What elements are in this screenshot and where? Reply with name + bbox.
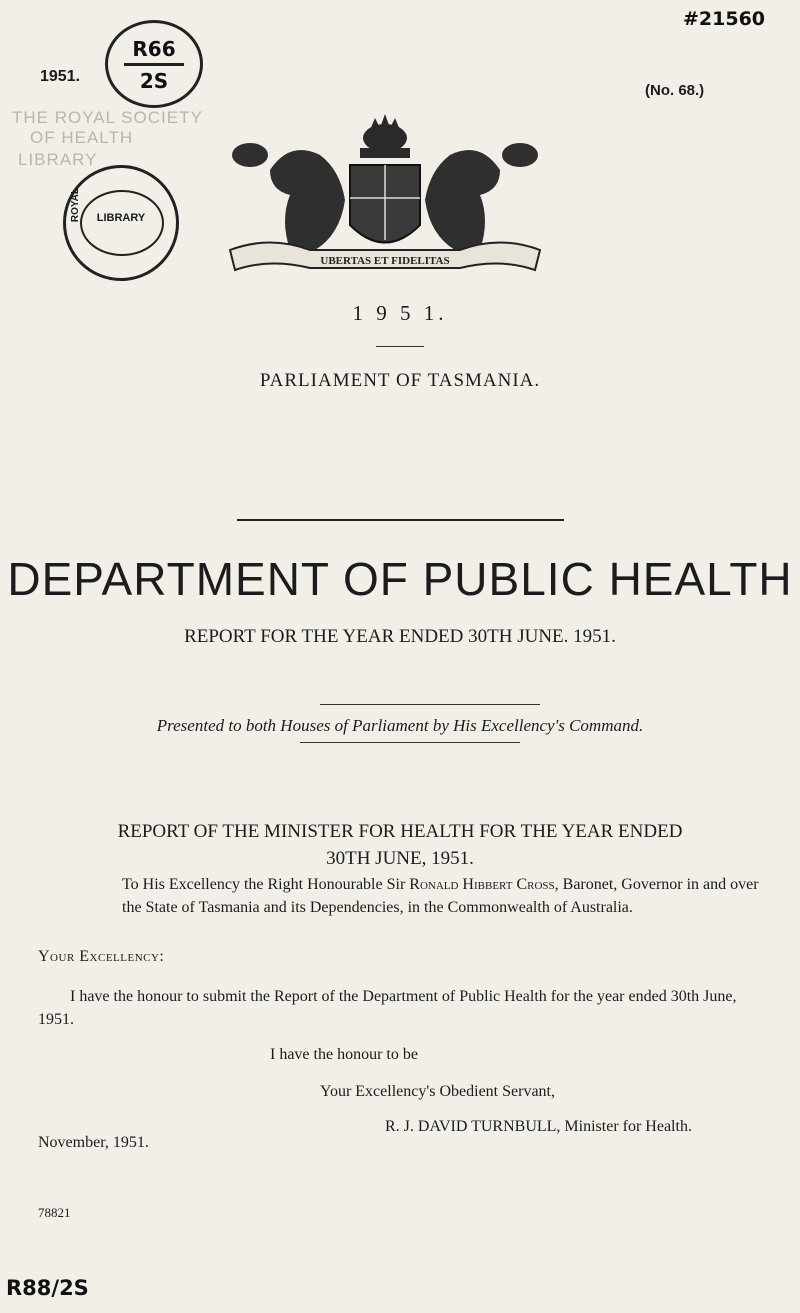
handwritten-reference-bottom: R88/2S: [6, 1276, 89, 1300]
stamp-divider: [124, 63, 184, 66]
body-paragraph: I have the honour to submit the Report of the Department of Public Health for the year ended 30th June, 1951.: [38, 988, 737, 1028]
address-paragraph: [122, 873, 762, 919]
library-seal-label: LIBRARY: [96, 212, 146, 224]
address-prefix: To His Excellency the Right Honourable Sir: [122, 876, 410, 893]
printer-number: 78821: [38, 1205, 71, 1220]
stamp-year: 1951.: [40, 68, 81, 85]
tasmania-coat-of-arms: [210, 110, 560, 285]
report-subtitle: REPORT FOR THE YEAR ENDED 30TH JUNE. 1951.: [184, 626, 616, 647]
stamp-line-1: R66: [132, 37, 176, 61]
department-title: DEPARTMENT OF PUBLIC HEALTH: [7, 553, 793, 605]
society-stamp-line-2: OF HEALTH: [30, 128, 134, 147]
divider-short: [376, 346, 424, 347]
handwritten-reference-top: #21560: [683, 8, 766, 30]
arms-motto: UBERTAS ET FIDELITAS: [320, 255, 450, 267]
divider-upper: [320, 704, 540, 705]
parliament-title: PARLIAMENT OF TASMANIA.: [259, 370, 541, 391]
paper-number: (No. 68.): [645, 82, 705, 99]
divider-lower: [300, 742, 520, 743]
society-stamp-line-3: LIBRARY: [18, 150, 98, 169]
publication-year: 1 9 5 1.: [352, 301, 448, 325]
address-suffix: , Baronet, Governor in and over the State of Tasmania and its Dependencies, in the Commonwealth of Australia.: [122, 876, 759, 916]
presented-line: Presented to both Houses of Parliament by His Excellency's Command.: [156, 716, 644, 735]
salutation: Your Excellency:: [38, 948, 165, 965]
library-oval-stamp: [105, 20, 203, 108]
library-seal: [63, 165, 179, 281]
report-heading-line-1: REPORT OF THE MINISTER FOR HEALTH FOR THE YEAR ENDED: [117, 821, 683, 842]
library-seal-ring-text: ROYAL: [70, 188, 81, 223]
society-stamp-line-1: THE ROYAL SOCIETY: [12, 108, 203, 127]
closing-line-2: Your Excellency's Obedient Servant,: [320, 1083, 555, 1100]
date-line: November, 1951.: [38, 1134, 149, 1151]
stamp-line-2: 2S: [139, 69, 169, 93]
report-heading-line-2: 30TH JUNE, 1951.: [326, 848, 474, 869]
divider-thick: [237, 519, 564, 521]
address-governor-name: Ronald Hibbert Cross: [409, 876, 555, 893]
signature-line: R. J. DAVID TURNBULL, Minister for Health.: [385, 1118, 692, 1135]
report-heading: [0, 818, 800, 872]
closing-line-1: I have the honour to be: [270, 1046, 418, 1063]
